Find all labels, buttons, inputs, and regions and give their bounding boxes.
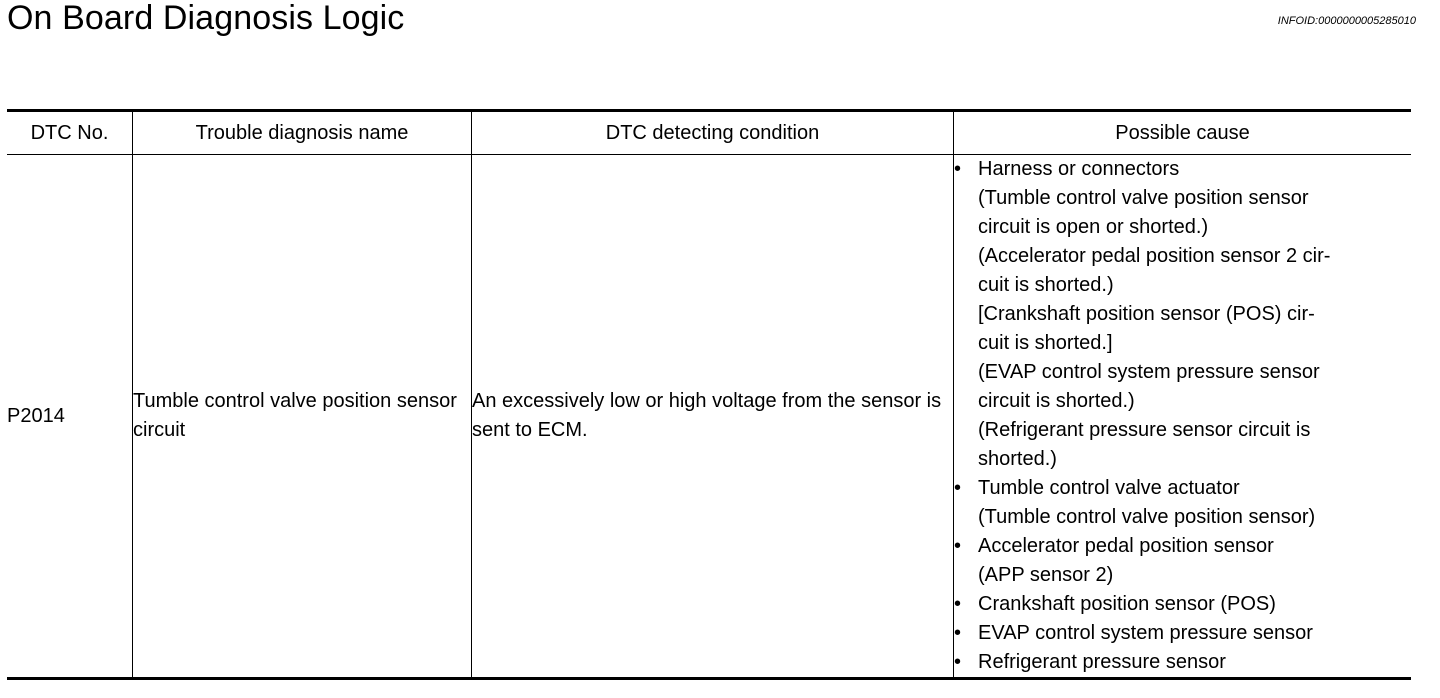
cause-detail: shorted.) xyxy=(978,448,1057,470)
cause-main: • Crankshaft position sensor (POS) xyxy=(978,593,1276,615)
cause-item xyxy=(954,474,1411,532)
possible-cause-cell xyxy=(954,155,1412,679)
cause-detail: cuit is shorted.] xyxy=(978,332,1113,354)
cause-item xyxy=(954,532,1411,590)
cause-detail: (Tumble control valve position sensor) xyxy=(978,506,1316,528)
cause-detail: (APP sensor 2) xyxy=(978,564,1114,586)
cause-main: • EVAP control system pressure sensor xyxy=(978,622,1313,644)
cause-detail: (EVAP control system pressure sensor xyxy=(978,361,1320,383)
cause-detail: (Refrigerant pressure sensor circuit is xyxy=(978,419,1311,441)
cause-detail: [Crankshaft position sensor (POS) cir- xyxy=(978,303,1315,325)
cause-item xyxy=(954,590,1411,619)
cause-main: • Harness or connectors xyxy=(978,158,1180,180)
cause-detail: cuit is shorted.) xyxy=(978,274,1114,296)
header-possible-cause: Possible cause xyxy=(954,111,1412,155)
cause-main: • Refrigerant pressure sensor xyxy=(978,651,1226,673)
info-id: INFOID:0000000005285010 xyxy=(1277,15,1416,27)
dtc-number: P2014 xyxy=(7,155,133,679)
diagnosis-table xyxy=(7,109,1411,680)
cause-detail: circuit is shorted.) xyxy=(978,390,1135,412)
cause-main: • Accelerator pedal position sensor xyxy=(978,535,1274,557)
cause-detail: (Accelerator pedal position sensor 2 cir- xyxy=(978,245,1331,267)
table-row xyxy=(7,155,1411,679)
dtc-detecting-condition: An excessively low or high voltage from the sensor is sent to ECM. xyxy=(472,155,954,679)
trouble-diagnosis-name: Tumble control valve position sensor circuit xyxy=(133,155,472,679)
page-title: On Board Diagnosis Logic xyxy=(7,0,405,37)
cause-item xyxy=(954,155,1411,474)
cause-detail: circuit is open or shorted.) xyxy=(978,216,1209,238)
cause-item xyxy=(954,648,1411,677)
cause-main: • Tumble control valve actuator xyxy=(978,477,1240,499)
header-dtc-detecting-condition: DTC detecting condition xyxy=(472,111,954,155)
cause-detail: (Tumble control valve position sensor xyxy=(978,187,1309,209)
header-trouble-diagnosis-name: Trouble diagnosis name xyxy=(133,111,472,155)
header-dtc-no: DTC No. xyxy=(7,111,133,155)
possible-cause-list xyxy=(954,155,1411,677)
table-header-row xyxy=(7,111,1411,155)
cause-item xyxy=(954,619,1411,648)
